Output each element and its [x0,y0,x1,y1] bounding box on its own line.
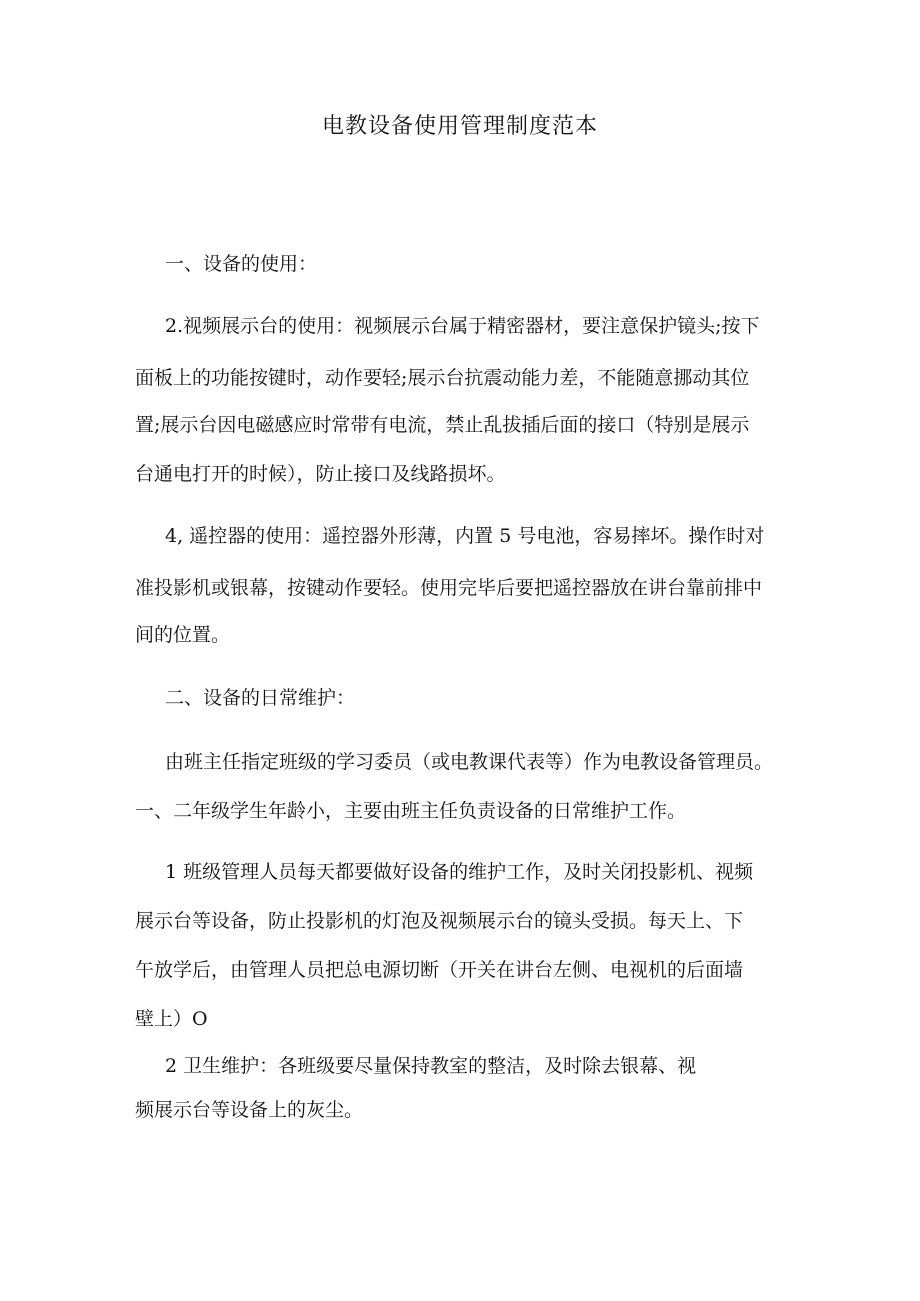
paragraph-line: 展示台等设备，防止投影机的灯泡及视频展示台的镜头受损。每天上、下 [135,910,744,932]
section-heading-usage: 一、设备的使用： [165,253,318,275]
document-title: 电教设备使用管理制度范本 [321,114,598,139]
section-heading-maintenance: 二、设备的日常维护： [165,687,356,709]
paragraph-line: 面板上的功能按键时，动作要轻;展示台抗震动能力差，不能随意挪动其位 [135,367,750,389]
paragraph-line: 准投影机或银幕，按键动作要轻。使用完毕后要把遥控器放在讲台靠前排中 [135,577,763,599]
paragraph-line: 4, 遥控器的使用：遥控器外形薄，内置 5 号电池，容易摔坏。操作时对 [165,525,765,547]
paragraph-line: 间的位置。 [135,624,231,646]
paragraph-line: 一、二年级学生年龄小，主要由班主任负责设备的日常维护工作。 [135,800,687,822]
paragraph-line: 台通电打开的时候），防止接口及线路损坏。 [135,463,506,485]
paragraph-line: 由班主任指定班级的学习委员（或电教课代表等）作为电教设备管理员。 [165,751,774,773]
paragraph-line: 频展示台等设备上的灰尘。 [135,1099,364,1121]
paragraph-line: 2 卫生维护：各班级要尽量保持教室的整洁，及时除去银幕、视 [165,1055,697,1077]
paragraph-line: 置;展示台因电磁感应时常带有电流，禁止乱拔插后面的接口（特别是展示 [135,414,750,436]
paragraph-line: 2.视频展示台的使用：视频展示台属于精密器材，要注意保护镜头;按下 [165,315,760,337]
paragraph-line: 午放学后，由管理人员把总电源切断（开关在讲台左侧、电视机的后面墙 [135,959,744,981]
paragraph-line: 壁上）O [135,1008,208,1030]
paragraph-line: 1 班级管理人员每天都要做好设备的维护工作，及时关闭投影机、视频 [165,861,754,883]
